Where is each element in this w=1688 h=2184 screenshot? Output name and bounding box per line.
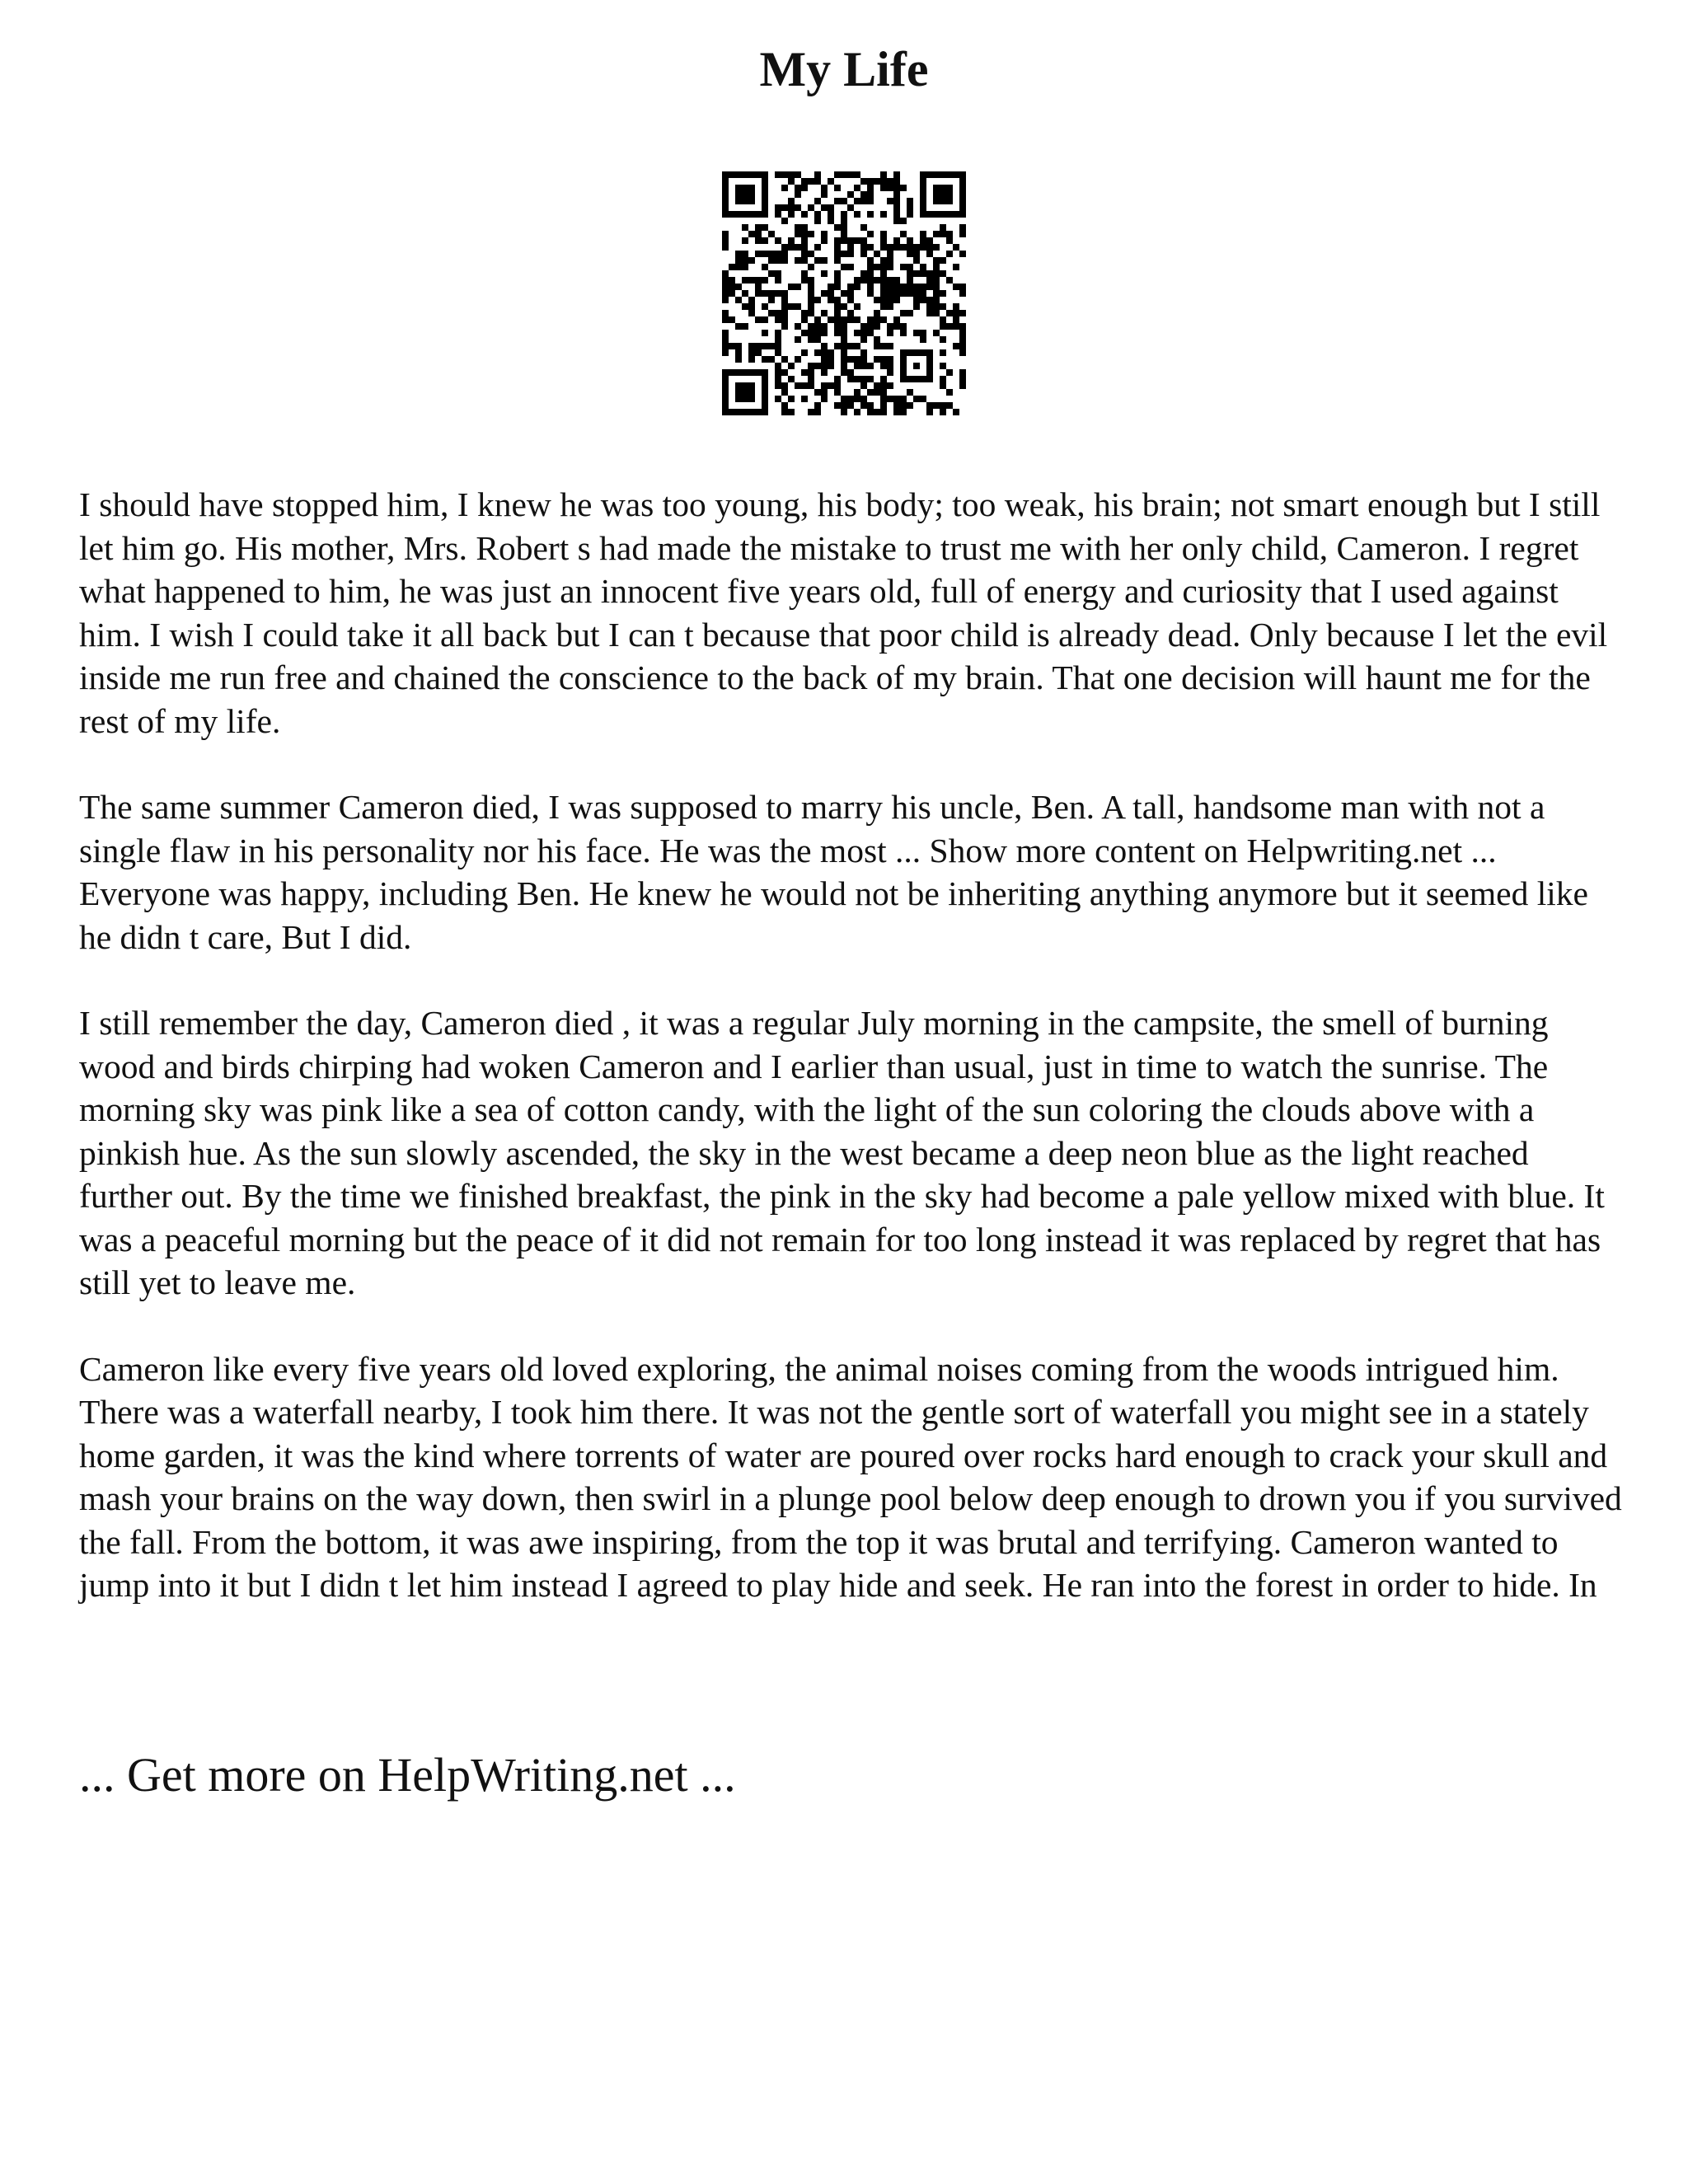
qr-code-icon (722, 171, 966, 415)
get-more-link[interactable]: ... Get more on HelpWriting.net ... (79, 1748, 736, 1802)
paragraph: I still remember the day, Cameron died , it was a regular July morning in the campsite, the smell of burning wood and birds chirping had woken Cameron and I earlier than usual, just in time to watch the sunrise. The morning sky was pink like a sea of cotton candy, with the light of the sun coloring the clouds above with a pinkish hue. As the sun slowly ascended, the sky in the west became a deep neon blue as the light reached further out. By the time we finished breakfast, the pink in the sky had become a pale yellow mixed with blue. It was a peaceful morning but the peace of it did not remain for too long instead it was replaced by regret that has still yet to leave me. (79, 1004, 1605, 1301)
paragraph: Cameron like every five years old loved exploring, the animal noises coming from the woods intrigued him. There was a waterfall nearby, I took him there. It was not the gentle sort of waterfall you might see in a stately home garden, it was the kind where torrents of water are poured over rocks hard enough to crack your skull and mash your brains on the way down, then swirl in a plunge pool below deep enough to drown you if you survived the fall. From the bottom, it was awe inspiring, from the top it was brutal and terrifying. Cameron wanted to jump into it but I didn t let him instead I agreed to play hide and seek. He ran into the forest in order to hide. In (79, 1349, 1622, 1604)
paragraph: Everyone was happy, including Ben. He knew he would not be inheriting anything anymore but it seemed like he didn t care, But I did. (79, 874, 1588, 956)
paragraph: I should have stopped him, I knew he was too young, his body; too weak, his brain; not smart enough but I still let him go. His mother, Mrs. Robert s had made the mistake to trust me with her only child, Cameron. I regret what happened to him, he was just an innocent five years old, full of energy and curiosity that I used against him. I wish I could take it all back but I can t because that poor child is already dead. Only because I let the evil inside me run free and chained the conscience to the back of my brain. That one decision will haunt me for the rest of my life. (79, 485, 1608, 740)
article-body (79, 483, 1629, 1607)
page-title: My Life (759, 42, 929, 96)
paragraph: The same summer Cameron died, I was supposed to marry his uncle, Ben. A tall, handsome man with not a single flaw in his personality nor his face. He was the most ... Show more content on Helpwriting.net ... (79, 788, 1545, 869)
